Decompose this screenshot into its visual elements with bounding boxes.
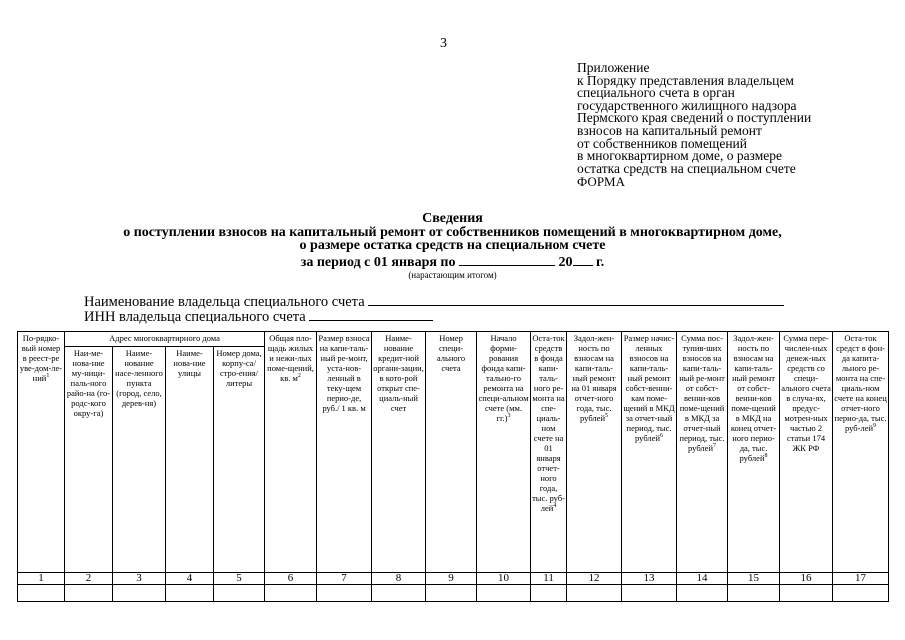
column-number: 16 (780, 573, 833, 585)
column-number: 14 (677, 573, 728, 585)
table-cell[interactable] (113, 585, 166, 602)
appendix-line: специального счета в орган (577, 85, 735, 101)
appendix-line: Пермского края сведений о поступлении (577, 110, 812, 126)
column-number: 7 (317, 573, 372, 585)
col-header-11: Оста-ток средств в фонда капи-таль-ного ре-монта на спе-циаль-ном счете на 01 января отчет-ного года, тыс. руб-лей$^4$ (531, 332, 567, 573)
period-year-blank[interactable] (573, 253, 593, 266)
col-header-15: Задол-жен-ность по взносам на капи-таль-ный ремонт от собст-венни-ков поме-щений в МКД на конец отчет-ного перио-да, тыс. рублей$^8$ (728, 332, 780, 573)
owner-inn-field[interactable] (309, 307, 433, 321)
owner-inn-row (84, 307, 433, 326)
table-cell[interactable] (833, 585, 889, 602)
appendix-line: Приложение (577, 60, 650, 75)
col-header-6: Общая пло-щадь жилых и нежи-лых поме-щений, кв. $м^2$ (265, 332, 317, 573)
appendix-line: взносов на капитальный ремонт (577, 122, 762, 138)
table-cell[interactable] (677, 585, 728, 602)
col-header-4: Наиме-нова-ние улицы (166, 347, 214, 573)
title-line-1: Сведения (422, 211, 483, 226)
title-line-4 (0, 253, 905, 270)
col-header-13: Размер начис-ленных взносов на капи-таль-ный ремонт собст-венни-кам поме-щений в МКД за отчет-ный период, тыс. рублей$^6$ (622, 332, 677, 573)
appendix-line: к Порядку представления владельцем (577, 72, 794, 88)
column-number: 10 (477, 573, 531, 585)
column-number: 1 (18, 573, 65, 585)
table-cell[interactable] (18, 585, 65, 602)
table-row (18, 585, 889, 602)
appendix-line: в многоквартирном доме, о размере (577, 148, 782, 164)
owner-name-field[interactable] (368, 292, 784, 306)
appendix-line: остатка средств на специальном счете (577, 160, 796, 176)
period-suffix: г. (596, 254, 605, 270)
table-cell[interactable] (65, 585, 113, 602)
table-cell[interactable] (780, 585, 833, 602)
column-number: 4 (166, 573, 214, 585)
column-number: 15 (728, 573, 780, 585)
appendix-line: государственного жилищного надзора (577, 97, 797, 113)
col-header-17: Оста-ток средст в фон-да капита-льного ре-монта на спе-циаль-ном счете на конец отчет-ного перио-да, тыс. руб-лей$^9$ (833, 332, 889, 573)
period-date-blank[interactable] (459, 253, 555, 266)
appendix-line: от собственников помещений (577, 135, 747, 151)
col-header-3: Наиме-нование насе-ленного пункта (город, село, дерев-ня) (113, 347, 166, 573)
table-cell[interactable] (214, 585, 265, 602)
col-header-7: Размер взноса на капи-таль-ный ре-монт, уста-нов-ленный в теку-щем перио-де, руб./ 1 кв. м (317, 332, 372, 573)
col-header-5: Номер дома, корпу-са/ стро-ения/ литеры (214, 347, 265, 573)
table-cell[interactable] (426, 585, 477, 602)
page-number: 3 (440, 36, 447, 51)
period-year-prefix: 20 (558, 254, 573, 270)
owner-name-label: Наименование владельца специального счета (84, 294, 365, 310)
title-line-2: о поступлении взносов на капитальный ремонт от собственников помещений в многоквартирном доме, (123, 224, 782, 240)
table-cell[interactable] (567, 585, 622, 602)
column-number-row (18, 573, 889, 585)
title-line-3: о размере остатка средств на специальном счете (299, 238, 606, 253)
owner-inn-label: ИНН владельца специального счета (84, 309, 306, 325)
col-header-9: Номер специ-ального счета (426, 332, 477, 573)
col-header-16: Сумма пере-числен-ных денеж-ных средств со специ-ального счета в случа-ях, предус-мотрен-ных частью 2 статьи 174 ЖК РФ (780, 332, 833, 573)
column-number: 17 (833, 573, 889, 585)
column-number: 5 (214, 573, 265, 585)
report-table (17, 331, 889, 602)
period-prefix: за период с 01 января по (300, 254, 456, 270)
table-cell[interactable] (622, 585, 677, 602)
cumulative-note: (нарастающим итогом) (408, 270, 497, 280)
document-title (0, 212, 905, 269)
table-cell[interactable] (372, 585, 426, 602)
column-number: 12 (567, 573, 622, 585)
col-header-14: Сумма пос-тупив-ших взносов на капи-таль-ный ре-монт от собст-венни-ков поме-щений в МКД за отчет-ный период, тыс. рублей$^7$ (677, 332, 728, 573)
table-cell[interactable] (166, 585, 214, 602)
col-header-1: По-рядко-вый номер в реест-ре уве-дом-ле-ний$^1$ (18, 332, 65, 573)
column-number: 11 (531, 573, 567, 585)
appendix-block (577, 62, 811, 175)
address-group-header: Адрес многоквартирного дома (65, 332, 265, 347)
table-cell[interactable] (265, 585, 317, 602)
col-header-8: Наиме-нование кредит-ной органи-зации, в кото-рой открыт спе-циаль-ный счет (372, 332, 426, 573)
table-cell[interactable] (317, 585, 372, 602)
col-header-2: Наи-ме-нова-ние му-ници-паль-ного райо-на (го-родс-кого окру-га) (65, 347, 113, 573)
form-label: ФОРМА (577, 174, 625, 189)
table-cell[interactable] (728, 585, 780, 602)
table-cell[interactable] (531, 585, 567, 602)
col-header-12: Задол-жен-ность по взносам на капи-таль-ный ремонт на 01 января отчет-ного года, тыс. рублей$^5$ (567, 332, 622, 573)
column-number: 13 (622, 573, 677, 585)
table-cell[interactable] (477, 585, 531, 602)
column-number: 3 (113, 573, 166, 585)
column-number: 8 (372, 573, 426, 585)
column-number: 2 (65, 573, 113, 585)
header-row-1 (18, 332, 889, 347)
col-header-10: Начало форми-рования фонда капи-тально-го ремонта на специ-альном счете (мм. гг.)$^3$ (477, 332, 531, 573)
column-number: 6 (265, 573, 317, 585)
column-number: 9 (426, 573, 477, 585)
